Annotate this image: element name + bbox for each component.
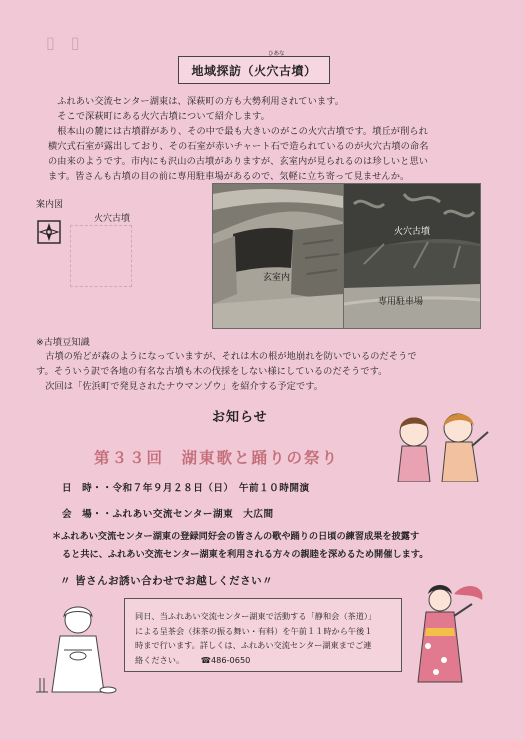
desc-line: ＊ふれあい交流センター湖東の登録同好会の皆さんの歌や踊りの日頃の練習成果を披露す [52, 531, 420, 542]
intro-line: ふれあい交流センター湖東は、深萩町の方も大勢利用されています。 [57, 96, 344, 107]
compass-icon [37, 220, 61, 244]
girls-illustration [388, 406, 492, 482]
phone-number: ☎486-0650 [200, 654, 251, 665]
event-venue: 会 場・・ふれあい交流センター湖東 大広間 [62, 509, 274, 520]
desc-line: ると共に、ふれあい交流センター湖東を利用される方々の親睦を深めるため開催します。 [62, 549, 429, 560]
intro-text [48, 94, 488, 184]
intro-line: 横穴式石室が露出しており、その石室が赤いチャート石で造られているのが火穴古墳の命名 [48, 141, 429, 152]
mound-photo [343, 183, 481, 329]
title-ruby: ひあな [268, 51, 285, 57]
trivia-heading: ※古墳豆知識 [36, 337, 90, 348]
tea-notice-box [124, 598, 402, 672]
event-date: 日 時・・令和７年９月２８日（日） 午前１０時開演 [62, 483, 310, 494]
trivia-line: 古墳の殆どが森のようになっていますが、それは木の根が地崩れを防いでいるのだそうで [45, 351, 417, 362]
intro-line: ます。皆さんも古墳の目の前に専用駐車場があるので、気軽に立ち寄って見ませんか。 [48, 171, 410, 182]
bleed-through-mark: ▯ ▯ [46, 33, 80, 52]
tea-line: 同日、当ふれあい交流センター湖東で活動する「静和会（茶道）」 [135, 611, 377, 621]
parking-caption: 専用駐車場 [378, 297, 424, 307]
map-label: 案内図 [36, 200, 64, 210]
section-title-box [178, 56, 330, 84]
trivia-text [36, 349, 496, 394]
tea-line: による呈茶会（抹茶の振る舞い・有料）を午前１１時から午後１ [135, 625, 373, 636]
festival-title: 第３３回 湖東歌と踊りの祭り [94, 448, 340, 467]
trivia-line: 次回は「佐浜町で発見されたナウマンゾウ」を紹介する予定です。 [45, 381, 324, 392]
tea-line: 絡ください。 [135, 654, 185, 665]
chamber-caption: 玄室内 [263, 273, 291, 283]
tea-lady-illustration [34, 600, 120, 696]
mound-caption: 火穴古墳 [394, 227, 431, 237]
kimono-dancer-illustration [410, 580, 490, 684]
notice-heading: お知らせ [212, 410, 268, 425]
tea-line: 時まで行います。詳しくは、ふれあい交流センター湖東までご連 [135, 640, 372, 650]
map-site-label: 火穴古墳 [94, 214, 131, 224]
invite-text: 〃 皆さんお誘い合わせでお越しください〃 [60, 575, 274, 587]
section-title: 地域探訪 [191, 63, 242, 78]
intro-line: の由来のようです。市内にも沢山の古墳がありますが、玄室内が見られるのは珍しいと思い [48, 156, 429, 167]
intro-line: 根本山の麓には古墳群があり、その中で最も大きいのがこの火穴古墳です。墳丘が削られ [57, 126, 428, 137]
map-drawing [70, 225, 132, 287]
intro-line: そこで深萩町にある火穴古墳について紹介します。 [57, 111, 270, 122]
event-description [52, 528, 502, 564]
trivia-line: す。そういう訳で各地の有名な古墳も木の伐採をしない様にしているのだそうです。 [36, 366, 388, 377]
chamber-photo [212, 183, 344, 329]
section-title-paren: （火穴古墳） [241, 63, 317, 78]
